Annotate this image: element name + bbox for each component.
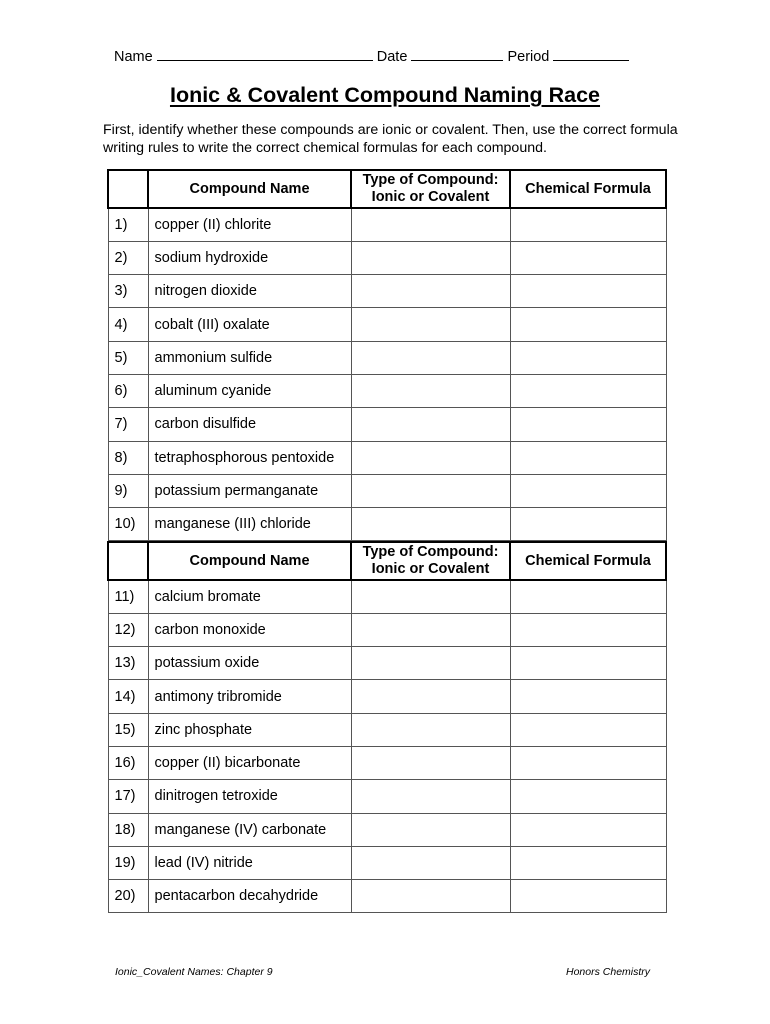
table-row bbox=[108, 880, 666, 913]
row-number: 4) bbox=[108, 308, 148, 341]
compound-name-cell: zinc phosphate bbox=[148, 713, 351, 746]
row-number: 20) bbox=[108, 880, 148, 913]
row-number: 10) bbox=[108, 508, 148, 541]
compound-name-cell: cobalt (III) oxalate bbox=[148, 308, 351, 341]
compound-type-header-line1: Type of Compound: bbox=[362, 544, 499, 560]
row-number: 11) bbox=[108, 580, 148, 613]
chemical-formula-answer-cell[interactable] bbox=[510, 846, 666, 879]
number-column-header bbox=[108, 542, 148, 580]
chemical-formula-answer-cell[interactable] bbox=[510, 813, 666, 846]
chemical-formula-answer-cell[interactable] bbox=[510, 408, 666, 441]
compound-type-answer-cell[interactable] bbox=[351, 680, 510, 713]
chemical-formula-answer-cell[interactable] bbox=[510, 880, 666, 913]
compound-name-cell: dinitrogen tetroxide bbox=[148, 780, 351, 813]
chemical-formula-answer-cell[interactable] bbox=[510, 746, 666, 779]
row-number: 12) bbox=[108, 613, 148, 646]
compound-name-cell: lead (IV) nitride bbox=[148, 846, 351, 879]
compound-type-answer-cell[interactable] bbox=[351, 713, 510, 746]
compound-type-answer-cell[interactable] bbox=[351, 580, 510, 613]
table-row bbox=[108, 647, 666, 680]
compound-type-answer-cell[interactable] bbox=[351, 613, 510, 646]
name-field[interactable] bbox=[157, 47, 373, 61]
table-row bbox=[108, 208, 666, 241]
compound-type-answer-cell[interactable] bbox=[351, 647, 510, 680]
compound-name-cell: potassium oxide bbox=[148, 647, 351, 680]
compound-name-cell: pentacarbon decahydride bbox=[148, 880, 351, 913]
compound-type-answer-cell[interactable] bbox=[351, 275, 510, 308]
compound-name-cell: calcium bromate bbox=[148, 580, 351, 613]
row-number: 5) bbox=[108, 341, 148, 374]
chemical-formula-answer-cell[interactable] bbox=[510, 241, 666, 274]
date-field[interactable] bbox=[411, 47, 503, 61]
table-row bbox=[108, 813, 666, 846]
row-number: 18) bbox=[108, 813, 148, 846]
table-row bbox=[108, 341, 666, 374]
row-number: 19) bbox=[108, 846, 148, 879]
table-row bbox=[108, 508, 666, 541]
chemical-formula-answer-cell[interactable] bbox=[510, 341, 666, 374]
row-number: 1) bbox=[108, 208, 148, 241]
period-field[interactable] bbox=[553, 47, 629, 61]
compound-type-header-line2: Ionic or Covalent bbox=[371, 561, 490, 577]
compound-table-2 bbox=[107, 541, 667, 913]
chemical-formula-answer-cell[interactable] bbox=[510, 474, 666, 507]
table-row bbox=[108, 613, 666, 646]
chemical-formula-header: Chemical Formula bbox=[510, 542, 666, 580]
table-row bbox=[108, 275, 666, 308]
row-number: 3) bbox=[108, 275, 148, 308]
table-row bbox=[108, 408, 666, 441]
row-number: 7) bbox=[108, 408, 148, 441]
row-number: 13) bbox=[108, 647, 148, 680]
footer-course-label: Honors Chemistry bbox=[566, 966, 651, 978]
compound-name-cell: carbon monoxide bbox=[148, 613, 351, 646]
compound-type-header bbox=[351, 542, 510, 580]
compound-name-cell: aluminum cyanide bbox=[148, 374, 351, 407]
compound-name-cell: antimony tribromide bbox=[148, 680, 351, 713]
table-row bbox=[108, 241, 666, 274]
compound-type-answer-cell[interactable] bbox=[351, 441, 510, 474]
row-number: 15) bbox=[108, 713, 148, 746]
compound-type-answer-cell[interactable] bbox=[351, 813, 510, 846]
compound-type-header bbox=[351, 170, 510, 208]
compound-name-cell: potassium permanganate bbox=[148, 474, 351, 507]
compound-type-answer-cell[interactable] bbox=[351, 341, 510, 374]
chemical-formula-answer-cell[interactable] bbox=[510, 680, 666, 713]
compound-type-answer-cell[interactable] bbox=[351, 780, 510, 813]
chemical-formula-answer-cell[interactable] bbox=[510, 208, 666, 241]
compound-type-answer-cell[interactable] bbox=[351, 308, 510, 341]
compound-type-answer-cell[interactable] bbox=[351, 474, 510, 507]
table-row bbox=[108, 441, 666, 474]
compound-type-answer-cell[interactable] bbox=[351, 408, 510, 441]
chemical-formula-answer-cell[interactable] bbox=[510, 780, 666, 813]
table-body-1 bbox=[108, 208, 666, 541]
row-number: 9) bbox=[108, 474, 148, 507]
compound-name-cell: manganese (IV) carbonate bbox=[148, 813, 351, 846]
table-header-row bbox=[108, 170, 666, 208]
compound-type-answer-cell[interactable] bbox=[351, 508, 510, 541]
row-number: 14) bbox=[108, 680, 148, 713]
compound-type-answer-cell[interactable] bbox=[351, 880, 510, 913]
compound-type-answer-cell[interactable] bbox=[351, 746, 510, 779]
table-row bbox=[108, 680, 666, 713]
compound-type-header-line2: Ionic or Covalent bbox=[371, 189, 490, 205]
instructions-text: First, identify whether these compounds are ionic or covalent. Then, use the correct formula writing rules to write the correct chemical formulas for each compound. bbox=[103, 122, 678, 156]
chemical-formula-answer-cell[interactable] bbox=[510, 647, 666, 680]
compound-name-cell: carbon disulfide bbox=[148, 408, 351, 441]
chemical-formula-answer-cell[interactable] bbox=[510, 713, 666, 746]
name-label: Name bbox=[114, 49, 153, 65]
table-row bbox=[108, 580, 666, 613]
compound-name-cell: copper (II) bicarbonate bbox=[148, 746, 351, 779]
chemical-formula-answer-cell[interactable] bbox=[510, 374, 666, 407]
table-header-row bbox=[108, 542, 666, 580]
date-label: Date bbox=[376, 49, 408, 65]
table-row bbox=[108, 780, 666, 813]
compound-name-cell: nitrogen dioxide bbox=[148, 275, 351, 308]
chemical-formula-answer-cell[interactable] bbox=[510, 580, 666, 613]
compound-table-1 bbox=[107, 169, 667, 541]
compound-type-answer-cell[interactable] bbox=[351, 846, 510, 879]
table-row bbox=[108, 308, 666, 341]
chemical-formula-answer-cell[interactable] bbox=[510, 275, 666, 308]
compound-name-cell: sodium hydroxide bbox=[148, 241, 351, 274]
compound-type-header-line1: Type of Compound: bbox=[362, 172, 499, 188]
chemical-formula-answer-cell[interactable] bbox=[510, 308, 666, 341]
table-row bbox=[108, 713, 666, 746]
row-number: 2) bbox=[108, 241, 148, 274]
compound-name-header: Compound Name bbox=[148, 170, 351, 208]
chemical-formula-answer-cell[interactable] bbox=[510, 508, 666, 541]
compound-name-header: Compound Name bbox=[148, 542, 351, 580]
row-number: 16) bbox=[108, 746, 148, 779]
compound-name-cell: tetraphosphorous pentoxide bbox=[148, 441, 351, 474]
table-row bbox=[108, 474, 666, 507]
row-number: 8) bbox=[108, 441, 148, 474]
compound-type-answer-cell[interactable] bbox=[351, 374, 510, 407]
number-column-header bbox=[108, 170, 148, 208]
table-body-2 bbox=[108, 580, 666, 913]
compound-name-cell: manganese (III) chloride bbox=[148, 508, 351, 541]
compound-name-cell: ammonium sulfide bbox=[148, 341, 351, 374]
row-number: 17) bbox=[108, 780, 148, 813]
table-row bbox=[108, 846, 666, 879]
compound-type-answer-cell[interactable] bbox=[351, 208, 510, 241]
chemical-formula-answer-cell[interactable] bbox=[510, 441, 666, 474]
student-info-line bbox=[114, 47, 629, 65]
period-label: Period bbox=[507, 49, 550, 65]
compound-type-answer-cell[interactable] bbox=[351, 241, 510, 274]
table-row bbox=[108, 746, 666, 779]
table-row bbox=[108, 374, 666, 407]
worksheet-title: Ionic & Covalent Compound Naming Race bbox=[169, 83, 601, 107]
compound-name-cell: copper (II) chlorite bbox=[148, 208, 351, 241]
chemical-formula-header: Chemical Formula bbox=[510, 170, 666, 208]
footer-chapter-label: Ionic_Covalent Names: Chapter 9 bbox=[115, 966, 273, 978]
chemical-formula-answer-cell[interactable] bbox=[510, 613, 666, 646]
row-number: 6) bbox=[108, 374, 148, 407]
